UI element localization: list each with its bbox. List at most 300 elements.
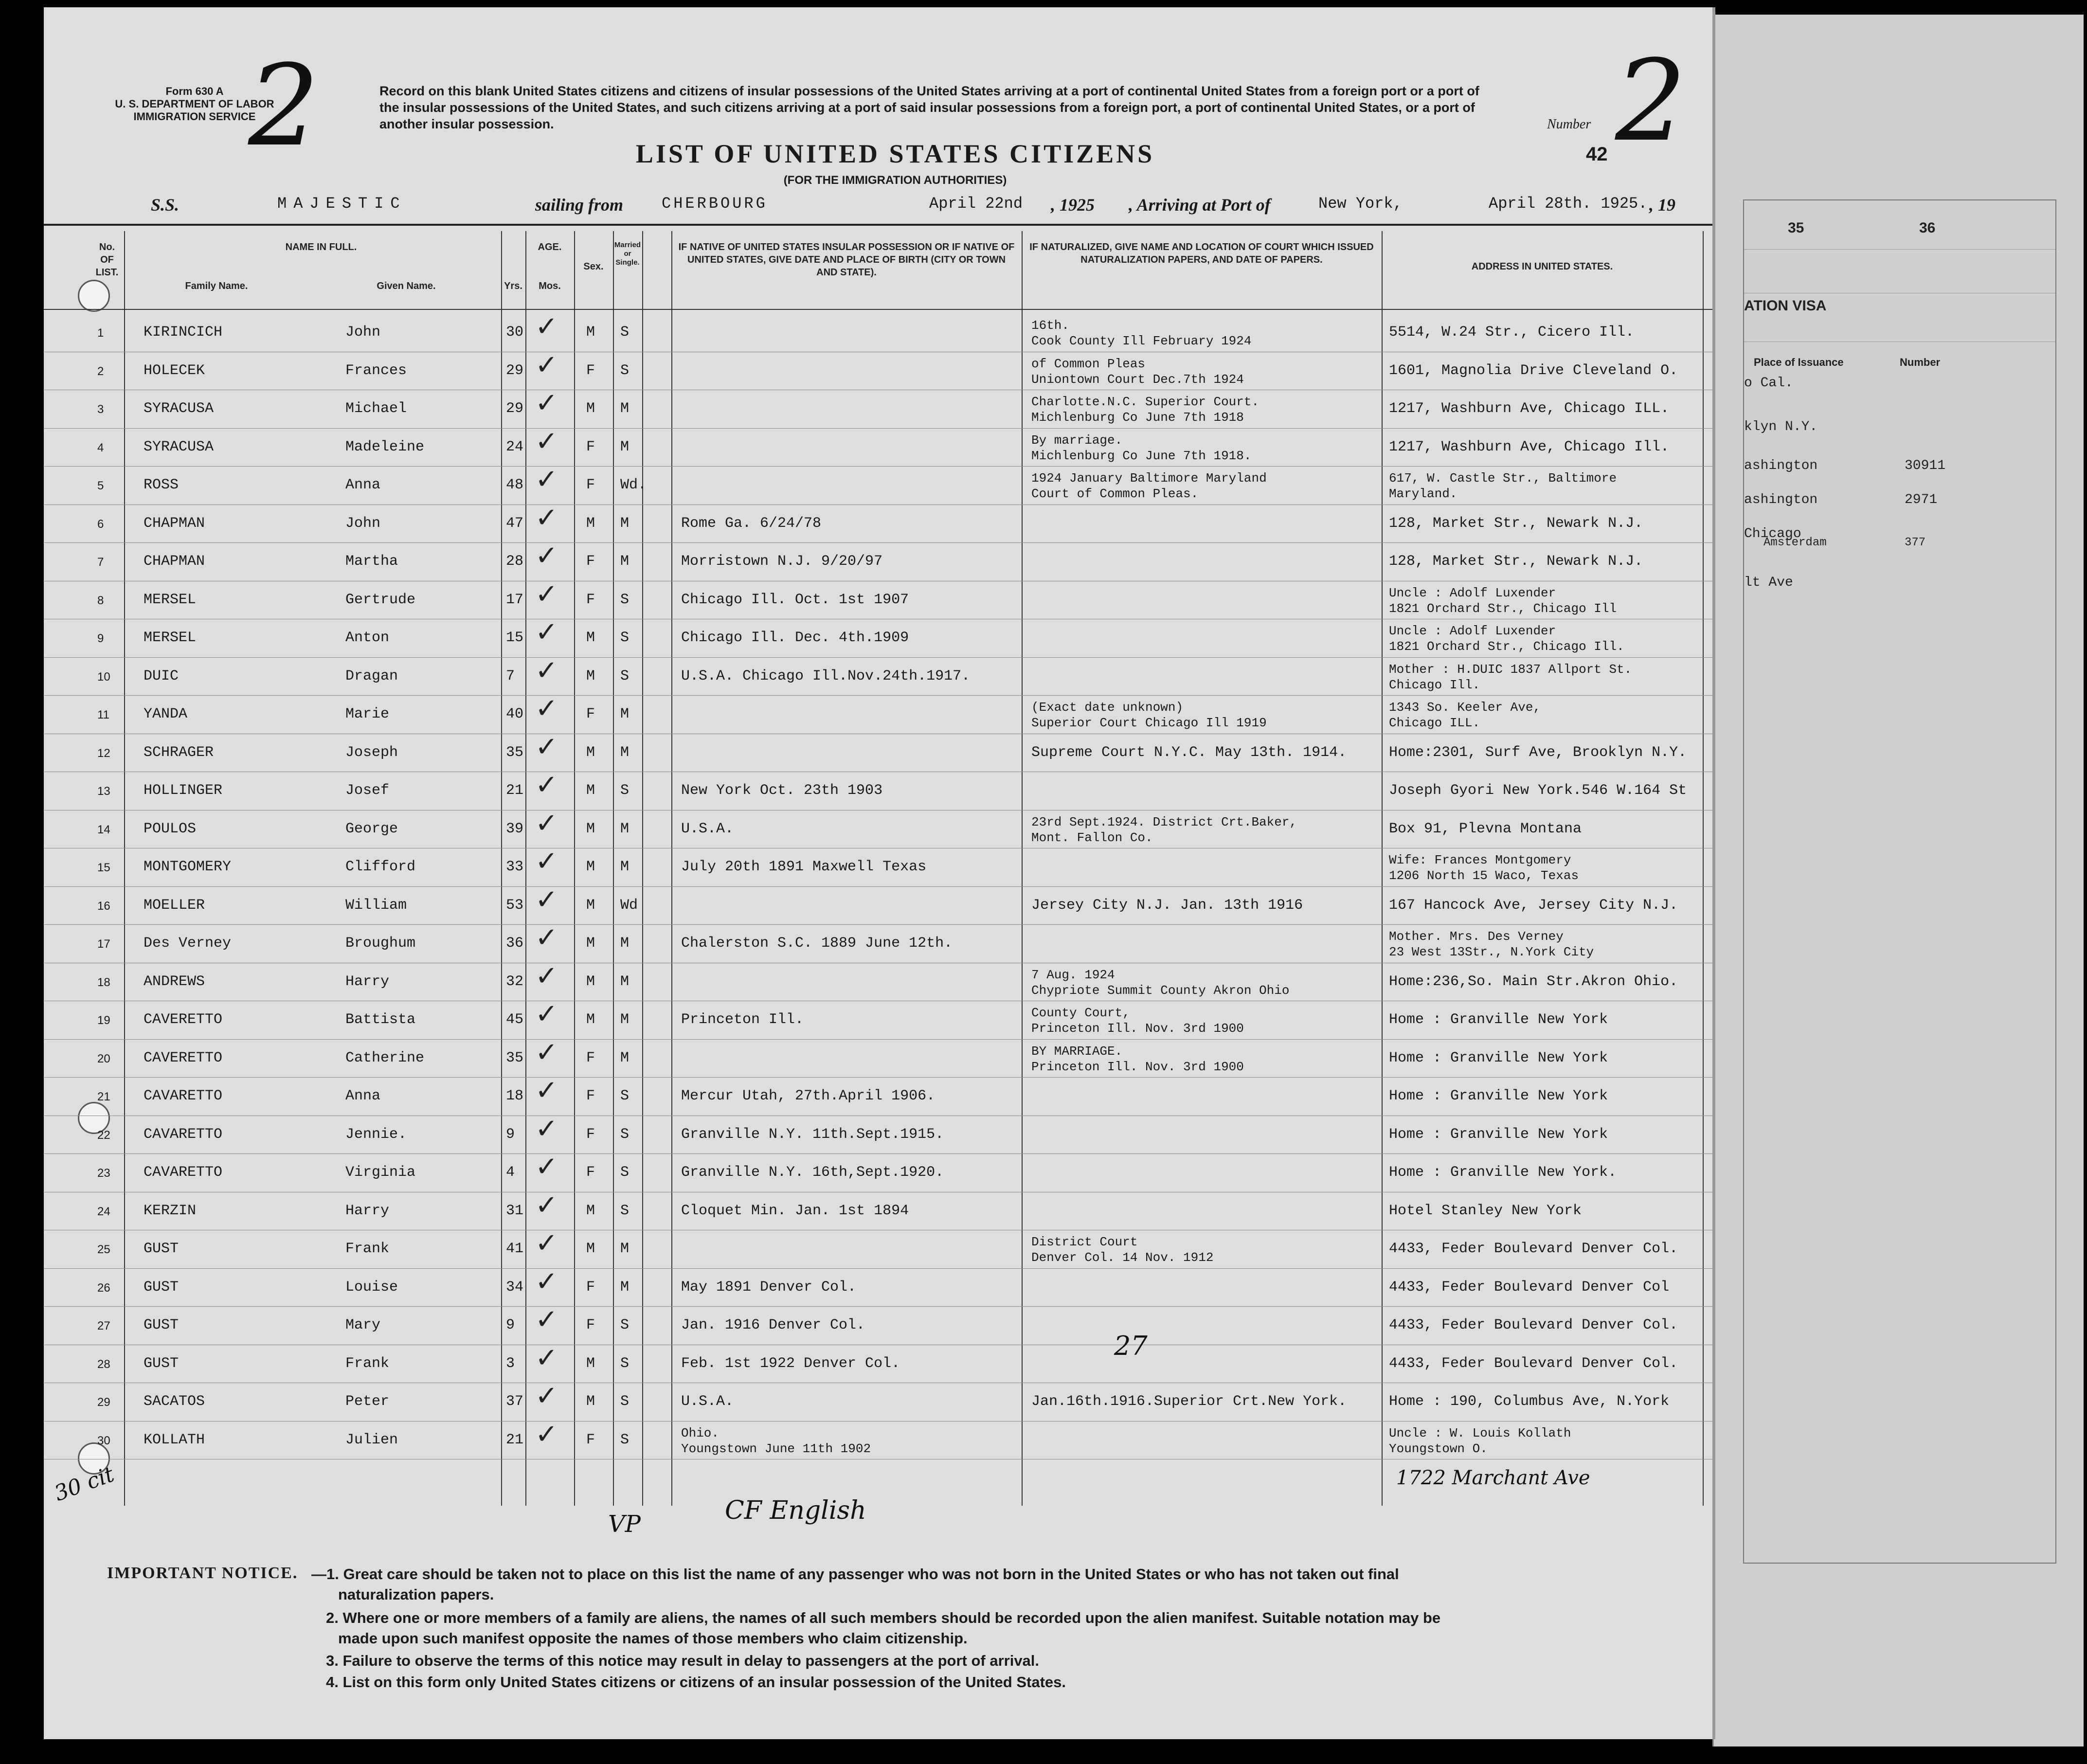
- check-mark-icon: ✓: [535, 846, 558, 877]
- check-mark-icon: ✓: [535, 616, 558, 648]
- table-row: [44, 807, 1712, 848]
- check-mark-icon: ✓: [535, 1342, 558, 1374]
- given-name: Catherine: [345, 1049, 425, 1066]
- age-years: 53: [506, 897, 524, 914]
- age-years: 9: [506, 1126, 515, 1143]
- address: Joseph Gyori New York.546 W.164 St: [1389, 782, 1687, 799]
- family-name: MOELLER: [144, 897, 205, 914]
- row-number: 24: [97, 1205, 110, 1218]
- check-mark-icon: ✓: [535, 1304, 558, 1335]
- handwritten-sheet-number: 2: [248, 41, 320, 171]
- family-name: CAVERETTO: [144, 1049, 223, 1066]
- check-mark-icon: ✓: [535, 693, 558, 724]
- col-naturalized: IF NATURALIZED, GIVE NAME AND LOCATION OF COURT WHICH ISSUED NATURALIZATION PAPERS, AND DATE OF PAPERS.: [1029, 242, 1374, 265]
- given-name: Jennie.: [345, 1126, 407, 1143]
- sex: M: [586, 935, 595, 952]
- given-name: Gertrude: [345, 591, 416, 608]
- table-row: [44, 578, 1712, 619]
- family-name: CHAPMAN: [144, 515, 205, 532]
- intro-text: Record on this blank United States citizens and citizens of insular possessions of the United States arriving at a port of continental United States from a foreign port or a port of the insular possessions of the United States, and such citizens arriving at a port of said insular possessions from a foreign port, a port of continental United States, or a port of another insular possession.: [379, 84, 1479, 131]
- marital-status: M: [620, 935, 630, 952]
- check-mark-icon: ✓: [535, 807, 558, 839]
- table-row: [44, 425, 1712, 467]
- port-to: New York,: [1318, 195, 1403, 213]
- age-years: 30: [506, 324, 524, 341]
- table-row: [44, 1151, 1712, 1192]
- family-name: MERSEL: [144, 630, 197, 646]
- col-married: Married or Single.: [614, 241, 641, 267]
- address: 4433, Feder Boulevard Denver Col.: [1389, 1241, 1678, 1257]
- family-name: SYRACUSA: [144, 400, 214, 417]
- given-name: Joseph: [345, 744, 398, 761]
- sex: F: [586, 477, 595, 493]
- back-entry: ashington: [1744, 492, 1818, 507]
- back-entry: lt Ave: [1744, 575, 1793, 590]
- given-name: Dragan: [345, 667, 398, 684]
- marital-status: S: [620, 362, 630, 379]
- birth-place-date: Chicago Ill. Oct. 1st 1907: [681, 591, 909, 608]
- table-row: [44, 922, 1712, 963]
- row-number: 28: [97, 1357, 110, 1371]
- given-name: John: [345, 324, 381, 341]
- back-entry-number: 377: [1905, 536, 1926, 549]
- age-years: 15: [506, 630, 524, 646]
- address: 4433, Feder Boulevard Denver Col.: [1389, 1355, 1678, 1372]
- year-end: , 19: [1649, 195, 1675, 215]
- initials: VP: [608, 1511, 641, 1538]
- back-entry: Amsterdam: [1763, 536, 1827, 549]
- age-years: 3: [506, 1355, 515, 1372]
- age-years: 29: [506, 362, 524, 379]
- naturalization: County Court, Princeton Ill. Nov. 3rd 1900: [1031, 1006, 1244, 1036]
- given-name: Louise: [345, 1278, 398, 1296]
- handwritten-note: 27: [1114, 1331, 1148, 1361]
- check-mark-icon: ✓: [535, 425, 558, 457]
- given-name: Anton: [345, 630, 390, 646]
- back-col-36: 36: [1919, 220, 1936, 236]
- row-number: 15: [97, 861, 110, 874]
- back-sheet: [1712, 15, 2084, 1746]
- marital-status: S: [620, 591, 630, 608]
- naturalization: 7 Aug. 1924 Chypriote Summit County Akron Ohio: [1031, 967, 1290, 998]
- row-number: 30: [97, 1434, 110, 1447]
- marital-status: Wd.: [620, 477, 647, 493]
- family-name: CAVARETTO: [144, 1164, 223, 1181]
- page-number: 42: [1586, 144, 1608, 165]
- address: 4433, Feder Boulevard Denver Col.: [1389, 1317, 1678, 1333]
- family-name: DUIC: [144, 667, 179, 684]
- age-years: 21: [506, 1431, 524, 1448]
- row-number: 7: [97, 556, 104, 569]
- given-name: Marie: [345, 706, 390, 722]
- marital-status: M: [620, 1278, 630, 1296]
- age-years: 21: [506, 782, 524, 799]
- check-mark-icon: ✓: [535, 1265, 558, 1297]
- row-number: 27: [97, 1319, 110, 1332]
- family-name: MERSEL: [144, 591, 197, 608]
- sailing-label: sailing from: [535, 195, 624, 215]
- naturalization: District Court Denver Col. 14 Nov. 1912: [1031, 1235, 1214, 1265]
- address: 1601, Magnolia Drive Cleveland O.: [1389, 362, 1678, 379]
- given-name: Madeleine: [345, 438, 425, 455]
- given-name: Virginia: [345, 1164, 416, 1181]
- table-row: [44, 1265, 1712, 1307]
- sex: M: [586, 1241, 595, 1257]
- sex: M: [586, 859, 595, 875]
- given-name: Harry: [345, 973, 390, 990]
- back-entry: o Cal.: [1744, 376, 1793, 391]
- col-address: ADDRESS IN UNITED STATES.: [1471, 261, 1613, 272]
- back-heading: ATION VISA: [1744, 298, 1827, 314]
- table-row: [44, 654, 1712, 696]
- row-number: 11: [97, 708, 109, 721]
- col-mos: Mos.: [539, 281, 561, 291]
- birth-place-date: Chicago Ill. Dec. 4th.1909: [681, 630, 909, 646]
- family-name: CHAPMAN: [144, 553, 205, 570]
- address: Home : 190, Columbus Ave, N.York: [1389, 1393, 1670, 1410]
- naturalization: Jersey City N.J. Jan. 13th 1916: [1031, 897, 1303, 914]
- sex: M: [586, 515, 595, 532]
- age-years: 4: [506, 1164, 515, 1181]
- given-name: Anna: [345, 477, 381, 493]
- signature: CF English: [725, 1496, 866, 1525]
- marital-status: S: [620, 1355, 630, 1372]
- family-name: HOLECEK: [144, 362, 205, 379]
- birth-place-date: Jan. 1916 Denver Col.: [681, 1317, 865, 1333]
- table-row: [44, 731, 1712, 772]
- notice-item: naturalization papers.: [338, 1586, 494, 1603]
- naturalization: 23rd Sept.1924. District Crt.Baker, Mont. Fallon Co.: [1031, 814, 1297, 845]
- row-number: 4: [97, 441, 104, 454]
- table-row: [44, 960, 1712, 1001]
- birth-place-date: July 20th 1891 Maxwell Texas: [681, 859, 927, 875]
- table-row: [44, 769, 1712, 810]
- address: Home : Granville New York: [1389, 1011, 1608, 1028]
- row-number: 29: [97, 1396, 110, 1409]
- sex: M: [586, 324, 595, 341]
- sex: F: [586, 553, 595, 570]
- notice-item: 2. Where one or more members of a family are aliens, the names of all such members should be recorded upon the alien manifest. Suitable notation may be: [326, 1609, 1441, 1626]
- page-subtitle: (FOR THE IMMIGRATION AUTHORITIES): [783, 174, 1007, 187]
- table-row: [44, 387, 1712, 428]
- form-service: IMMIGRATION SERVICE: [133, 110, 256, 123]
- sex: M: [586, 973, 595, 990]
- back-number-label: Number: [1900, 356, 1941, 368]
- row-number: 13: [97, 785, 110, 798]
- col-birth: IF NATIVE OF UNITED STATES INSULAR POSSESSION OR IF NATIVE OF UNITED STATES, GIVE DATE AND PLACE OF BIRTH (CITY OR TOWN AND STATE).: [678, 242, 1015, 278]
- given-name: Anna: [345, 1088, 381, 1104]
- address: Uncle : Adolf Luxender 1821 Orchard Str., Chicago Ill.: [1389, 624, 1624, 654]
- age-years: 35: [506, 1049, 524, 1066]
- family-name: HOLLINGER: [144, 782, 223, 799]
- table-row: [44, 349, 1712, 390]
- back-entry: ashington: [1744, 458, 1818, 473]
- given-name: Battista: [345, 1011, 416, 1028]
- address: Home : Granville New York: [1389, 1088, 1608, 1104]
- birth-place-date: U.S.A.: [681, 820, 734, 837]
- number-label: Number: [1547, 117, 1591, 132]
- marital-status: S: [620, 630, 630, 646]
- sex: M: [586, 897, 595, 914]
- given-name: William: [345, 897, 407, 914]
- sex: F: [586, 1317, 595, 1333]
- check-mark-icon: ✓: [535, 464, 558, 495]
- col-yrs: Yrs.: [504, 281, 522, 291]
- sex: F: [586, 1126, 595, 1143]
- age-years: 17: [506, 591, 524, 608]
- sex: F: [586, 1278, 595, 1296]
- table-row: [44, 1189, 1712, 1230]
- given-name: John: [345, 515, 381, 532]
- check-mark-icon: ✓: [535, 731, 558, 763]
- given-name: Clifford: [345, 859, 416, 875]
- table-row: [44, 1380, 1712, 1421]
- birth-place-date: May 1891 Denver Col.: [681, 1278, 857, 1296]
- age-years: 47: [506, 515, 524, 532]
- sex: M: [586, 1355, 595, 1372]
- check-mark-icon: ✓: [535, 883, 558, 916]
- birth-place-date: U.S.A. Chicago Ill.Nov.24th.1917.: [681, 667, 971, 684]
- table-row: [44, 540, 1712, 581]
- birth-place-date: Princeton Ill.: [681, 1011, 804, 1028]
- row-number: 19: [97, 1014, 110, 1027]
- birth-place-date: Feb. 1st 1922 Denver Col.: [681, 1355, 900, 1372]
- marital-status: M: [620, 438, 630, 455]
- address: Wife: Frances Montgomery 1206 North 15 Waco, Texas: [1389, 853, 1579, 883]
- back-entry: klyn N.Y.: [1744, 419, 1818, 434]
- sex: M: [586, 630, 595, 646]
- handwritten-list-number: 2: [1615, 36, 1687, 166]
- age-years: 40: [506, 706, 524, 722]
- check-mark-icon: ✓: [535, 540, 558, 572]
- row-number: 21: [97, 1090, 110, 1103]
- family-name: MONTGOMERY: [144, 859, 232, 875]
- table-row: [44, 693, 1712, 734]
- given-name: George: [345, 820, 398, 837]
- arriving-label: , Arriving at Port of: [1129, 195, 1271, 215]
- age-years: 33: [506, 859, 524, 875]
- address: Home : Granville New York.: [1389, 1164, 1617, 1181]
- marital-status: M: [620, 1049, 630, 1066]
- sex: F: [586, 362, 595, 379]
- naturalization: Charlotte.N.C. Superior Court. Michlenburg Co June 7th 1918: [1031, 395, 1259, 425]
- table-row: [44, 1227, 1712, 1268]
- header-rule: [44, 224, 1712, 226]
- check-mark-icon: ✓: [535, 578, 558, 610]
- birth-place-date: Mercur Utah, 27th.April 1906.: [681, 1088, 936, 1104]
- marital-status: S: [620, 1431, 630, 1448]
- marital-status: S: [620, 782, 630, 799]
- address: Home:236,So. Main Str.Akron Ohio.: [1389, 973, 1678, 990]
- sex: F: [586, 591, 595, 608]
- address: Home:2301, Surf Ave, Brooklyn N.Y.: [1389, 744, 1687, 761]
- family-name: Des Verney: [144, 935, 232, 952]
- check-mark-icon: ✓: [535, 654, 558, 686]
- notice-item: —1. Great care should be taken not to place on this list the name of any passenger who was not born in the United States or who has not taken out final: [311, 1566, 1399, 1583]
- naturalization: BY MARRIAGE. Princeton Ill. Nov. 3rd 1900: [1031, 1044, 1244, 1074]
- address: Uncle : W. Louis Kollath Youngstown O.: [1389, 1425, 1571, 1456]
- age-years: 34: [506, 1278, 524, 1296]
- given-name: Julien: [345, 1431, 398, 1448]
- given-name: Frank: [345, 1355, 390, 1372]
- passenger-table: [44, 231, 1712, 1506]
- check-mark-icon: ✓: [535, 1075, 558, 1106]
- sex: M: [586, 667, 595, 684]
- sex: F: [586, 706, 595, 722]
- address: Uncle : Adolf Luxender 1821 Orchard Str., Chicago Ill: [1389, 585, 1617, 616]
- age-years: 37: [506, 1393, 524, 1410]
- age-years: 9: [506, 1317, 515, 1333]
- row-number: 18: [97, 975, 110, 989]
- age-years: 24: [506, 438, 524, 455]
- age-years: 48: [506, 477, 524, 493]
- row-number: 14: [97, 823, 110, 836]
- sex: F: [586, 1088, 595, 1104]
- check-mark-icon: ✓: [535, 349, 558, 381]
- back-col-35: 35: [1788, 220, 1804, 236]
- marital-status: M: [620, 973, 630, 990]
- marital-status: S: [620, 1164, 630, 1181]
- marital-status: S: [620, 667, 630, 684]
- address: 1217, Washburn Ave, Chicago ILL.: [1389, 400, 1670, 417]
- family-name: POULOS: [144, 820, 197, 837]
- given-name: Michael: [345, 400, 407, 417]
- row-number: 20: [97, 1052, 110, 1065]
- age-years: 41: [506, 1241, 524, 1257]
- check-mark-icon: ✓: [535, 502, 558, 534]
- sex: F: [586, 438, 595, 455]
- age-years: 32: [506, 973, 524, 990]
- address: 167 Hancock Ave, Jersey City N.J.: [1389, 897, 1678, 914]
- address: 4433, Feder Boulevard Denver Col: [1389, 1278, 1670, 1296]
- marital-status: M: [620, 515, 630, 532]
- col-sex: Sex.: [583, 261, 604, 272]
- back-entry: Chicago: [1744, 526, 1801, 541]
- notice-item: 4. List on this form only United States citizens or citizens of an insular possession of the United States.: [326, 1674, 1066, 1691]
- birth-place-date: Morristown N.J. 9/20/97: [681, 553, 883, 570]
- check-mark-icon: ✓: [535, 1113, 558, 1145]
- age-years: 36: [506, 935, 524, 952]
- sex: F: [586, 1164, 595, 1181]
- row-number: 6: [97, 517, 104, 531]
- marital-status: S: [620, 1317, 630, 1333]
- table-row: [44, 848, 1712, 886]
- table-row: [44, 502, 1712, 543]
- form-number: Form 630 A: [165, 85, 224, 97]
- table-row: [44, 1418, 1712, 1459]
- row-number: 16: [97, 899, 110, 913]
- family-name: GUST: [144, 1278, 179, 1296]
- handwritten-address: 1722 Marchant Ave: [1396, 1467, 1590, 1489]
- check-mark-icon: ✓: [535, 1151, 558, 1183]
- marital-status: M: [620, 1241, 630, 1257]
- col-name-in-full: NAME IN FULL.: [285, 242, 357, 252]
- margin-count: 30 cit: [51, 1461, 118, 1507]
- check-mark-icon: ✓: [535, 1418, 558, 1450]
- address: 128, Market Str., Newark N.J.: [1389, 515, 1643, 532]
- form-department: U. S. DEPARTMENT OF LABOR: [115, 98, 274, 110]
- marital-status: S: [620, 1126, 630, 1143]
- birth-place-date: Ohio. Youngstown June 11th 1902: [681, 1425, 871, 1456]
- ship-name: MAJESTIC: [277, 195, 407, 213]
- address: 1343 So. Keeler Ave, Chicago ILL.: [1389, 700, 1541, 730]
- sex: M: [586, 1393, 595, 1410]
- given-name: Mary: [345, 1317, 381, 1333]
- row-number: 23: [97, 1167, 110, 1180]
- row-number: 3: [97, 403, 104, 416]
- naturalization: By marriage. Michlenburg Co June 7th 1918.: [1031, 432, 1252, 463]
- naturalization: Supreme Court N.Y.C. May 13th. 1914.: [1031, 744, 1347, 761]
- sex: M: [586, 782, 595, 799]
- date-to: April 28th. 1925.: [1489, 195, 1648, 213]
- family-name: ANDREWS: [144, 973, 205, 990]
- table-row: [44, 1036, 1712, 1078]
- table-row: [44, 311, 1712, 352]
- row-number: 2: [97, 364, 104, 378]
- marital-status: M: [620, 1011, 630, 1028]
- row-number: 17: [97, 937, 110, 951]
- sex: F: [586, 1049, 595, 1066]
- naturalization: Jan.16th.1916.Superior Crt.New York.: [1031, 1393, 1347, 1410]
- family-name: YANDA: [144, 706, 188, 722]
- check-mark-icon: ✓: [535, 1036, 558, 1068]
- check-mark-icon: ✓: [535, 1380, 558, 1412]
- table-row: [44, 616, 1712, 657]
- marital-status: S: [620, 1088, 630, 1104]
- notice-item: 3. Failure to observe the terms of this notice may result in delay to passengers at the port of arrival.: [326, 1652, 1040, 1669]
- family-name: KOLLATH: [144, 1431, 205, 1448]
- family-name: SYRACUSA: [144, 438, 214, 455]
- family-name: CAVERETTO: [144, 1011, 223, 1028]
- given-name: Peter: [345, 1393, 390, 1410]
- family-name: GUST: [144, 1317, 179, 1333]
- marital-status: M: [620, 859, 630, 875]
- age-years: 28: [506, 553, 524, 570]
- row-number: 10: [97, 670, 110, 684]
- address: 617, W. Castle Str., Baltimore Maryland.: [1389, 471, 1617, 501]
- marital-status: S: [620, 1202, 630, 1219]
- naturalization: 16th. Cook County Ill February 1924: [1031, 318, 1252, 348]
- family-name: SACATOS: [144, 1393, 205, 1410]
- address: 5514, W.24 Str., Cicero Ill.: [1389, 324, 1635, 341]
- family-name: KIRINCICH: [144, 324, 223, 341]
- address: 128, Market Str., Newark N.J.: [1389, 553, 1643, 570]
- sex: F: [586, 1431, 595, 1448]
- marital-status: M: [620, 706, 630, 722]
- marital-status: M: [620, 820, 630, 837]
- check-mark-icon: ✓: [535, 1189, 558, 1221]
- birth-place-date: Granville N.Y. 11th.Sept.1915.: [681, 1126, 944, 1143]
- col-no: No. OF LIST.: [95, 242, 119, 278]
- ss-label: S.S.: [151, 195, 180, 215]
- row-number: 1: [97, 326, 104, 340]
- age-years: 45: [506, 1011, 524, 1028]
- table-row: [44, 1304, 1712, 1345]
- voyage-line: [151, 195, 1708, 219]
- manifest-sheet: [44, 7, 1712, 1739]
- row-number: 26: [97, 1281, 110, 1295]
- check-mark-icon: ✓: [535, 998, 558, 1030]
- address: Hotel Stanley New York: [1389, 1202, 1582, 1219]
- check-mark-icon: ✓: [535, 311, 558, 342]
- naturalization: of Common Pleas Uniontown Court Dec.7th 1924: [1031, 356, 1244, 387]
- family-name: CAVARETTO: [144, 1088, 223, 1104]
- sex: M: [586, 1011, 595, 1028]
- address: Home : Granville New York: [1389, 1049, 1608, 1066]
- col-family-name: Family Name.: [185, 281, 248, 291]
- row-number: 22: [97, 1128, 110, 1142]
- notice-item: made upon such manifest opposite the names of those members who claim citizenship.: [338, 1630, 968, 1647]
